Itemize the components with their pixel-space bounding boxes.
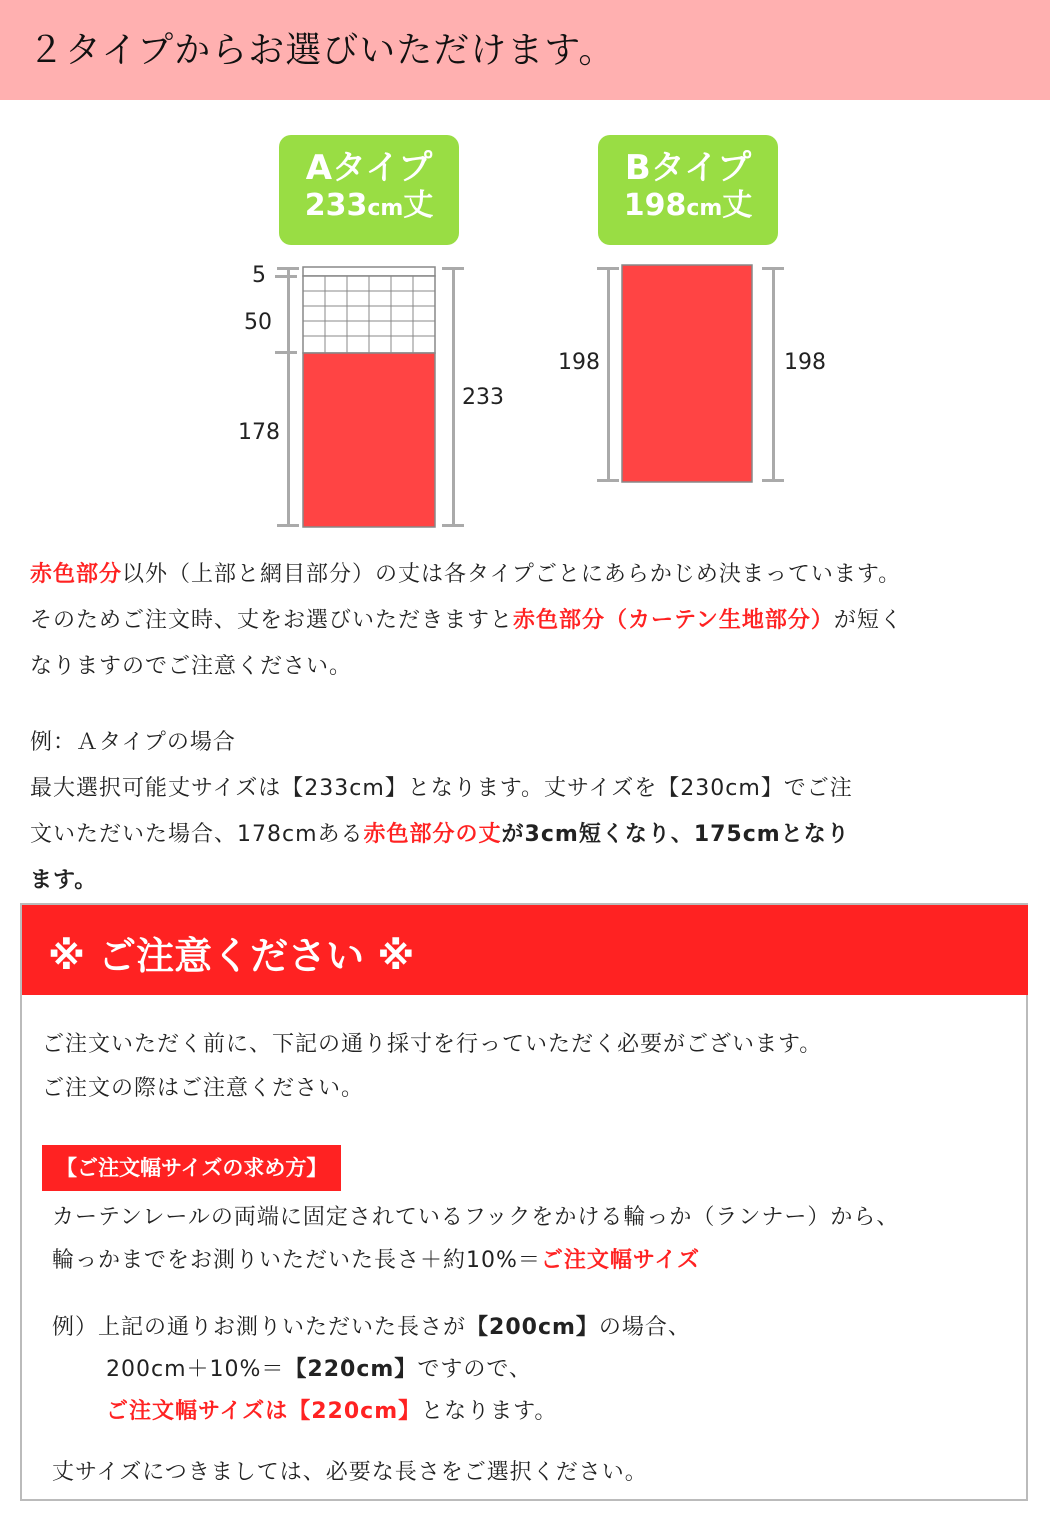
type-b-curtain bbox=[620, 263, 756, 485]
method-line-2-red: ご注文幅サイズ bbox=[540, 1248, 701, 1273]
explanation-line-1-rest: 以外（上部と網目部分）の丈は各タイプごとにあらかじめ決まっています。 bbox=[122, 562, 902, 587]
calc-example-line-3-red: ご注文幅サイズは【220cm】 bbox=[106, 1399, 422, 1424]
type-a-dim-mesh: 50 bbox=[244, 310, 272, 335]
type-a-left-bracket bbox=[287, 267, 290, 527]
type-a-tick-top-band bbox=[275, 275, 297, 278]
example-line-4: ます。 bbox=[30, 868, 98, 893]
type-a-dim-top: 5 bbox=[252, 263, 266, 288]
type-a-curtain bbox=[301, 265, 441, 529]
type-b-red-fabric bbox=[622, 265, 752, 482]
calc-example-line-3 bbox=[106, 1394, 557, 1425]
type-b-label: Bタイプ bbox=[624, 148, 752, 188]
example-line-3-bold: が3cm短くなり、175cmとなり bbox=[501, 822, 850, 847]
explanation-line-3: なりますのでご注意ください。 bbox=[30, 654, 353, 679]
type-b-length bbox=[598, 187, 778, 228]
method-line-1: カーテンレールの両端に固定されているフックをかける輪っか（ランナー）から、 bbox=[52, 1205, 900, 1230]
example-line-3-a: 文いただいた場合、178cmある bbox=[30, 822, 364, 847]
calc-example-line-3-b: となります。 bbox=[421, 1399, 558, 1424]
notice-footer: 丈サイズにつきましては、必要な長さをご選択ください。 bbox=[52, 1460, 648, 1485]
type-a-right-bracket bbox=[452, 267, 455, 527]
calc-example-line-1-b: の場合、 bbox=[598, 1315, 691, 1340]
type-b-dim-left: 198 bbox=[558, 350, 600, 375]
calc-example-line-2-a: 200cm＋10%＝ bbox=[106, 1357, 285, 1382]
method-line-2-a: 輪っかまでをお測りいただいた長さ＋約10%＝ bbox=[52, 1248, 541, 1273]
calc-example-line-2-b: ですので、 bbox=[417, 1357, 532, 1382]
example-line-3 bbox=[30, 812, 853, 858]
page-header bbox=[0, 0, 1050, 100]
example-line-2: 最大選択可能丈サイズは【233cm】となります。丈サイズを【230cm】でご注 bbox=[30, 776, 853, 801]
type-b-dim-right: 198 bbox=[784, 350, 826, 375]
notice-header bbox=[22, 905, 1028, 995]
explanation-text bbox=[30, 552, 903, 690]
method-line-2 bbox=[52, 1243, 700, 1274]
type-b-length-suffix: 丈 bbox=[722, 188, 753, 223]
calc-example-line-2 bbox=[106, 1352, 532, 1383]
explanation-line-2-red: 赤色部分（カーテン生地部分） bbox=[513, 608, 834, 633]
type-a-length-num: 233 bbox=[304, 188, 368, 223]
type-a-label: Aタイプ bbox=[305, 148, 433, 188]
notice-title: ※ ご注意ください ※ bbox=[48, 934, 415, 978]
type-b-left-bracket bbox=[607, 267, 610, 482]
calc-example-line-2-bold: 【220cm】 bbox=[284, 1357, 418, 1382]
calc-example-line-1-a: 例）上記の通りお測りいただいた長さが bbox=[52, 1315, 467, 1340]
explanation-line-2-a: そのためご注文時、丈をお選びいただきますと bbox=[30, 608, 514, 633]
explanation-line-2-b: が短く bbox=[833, 608, 903, 633]
notice-line-2: ご注文の際はご注意ください。 bbox=[42, 1076, 365, 1101]
notice-line-1: ご注文いただく前に、下記の通り採寸を行っていただく必要がございます。 bbox=[42, 1032, 823, 1057]
type-a-length-suffix: 丈 bbox=[403, 188, 434, 223]
calc-example-line-1-bold: 【200cm】 bbox=[466, 1315, 599, 1340]
calc-example-line-1 bbox=[52, 1310, 691, 1341]
type-b-length-unit: cm bbox=[686, 196, 723, 221]
type-b-badge bbox=[598, 135, 778, 245]
width-method-tag: 【ご注文幅サイズの求め方】 bbox=[42, 1145, 341, 1191]
type-a-badge bbox=[279, 135, 459, 245]
type-a-top-band bbox=[303, 267, 435, 276]
explanation-line-2 bbox=[30, 598, 903, 644]
type-b-right-bracket bbox=[772, 267, 775, 482]
type-b-length-num: 198 bbox=[623, 188, 687, 223]
type-a-red-fabric bbox=[303, 353, 435, 527]
example-text bbox=[30, 720, 853, 904]
notice-box bbox=[20, 903, 1028, 1501]
type-a-length-unit: cm bbox=[367, 196, 404, 221]
explanation-line-1 bbox=[30, 552, 903, 598]
page-title: ２タイプからお選びいただけます。 bbox=[28, 30, 616, 71]
example-line-1: 例：Ａタイプの場合 bbox=[30, 730, 236, 755]
type-a-dim-red: 178 bbox=[238, 420, 280, 445]
explanation-red-part: 赤色部分 bbox=[30, 562, 123, 587]
type-a-tick-mesh bbox=[275, 351, 297, 354]
example-line-3-red: 赤色部分の丈 bbox=[363, 822, 502, 847]
type-a-length bbox=[279, 187, 459, 228]
type-a-dim-total: 233 bbox=[462, 385, 504, 410]
